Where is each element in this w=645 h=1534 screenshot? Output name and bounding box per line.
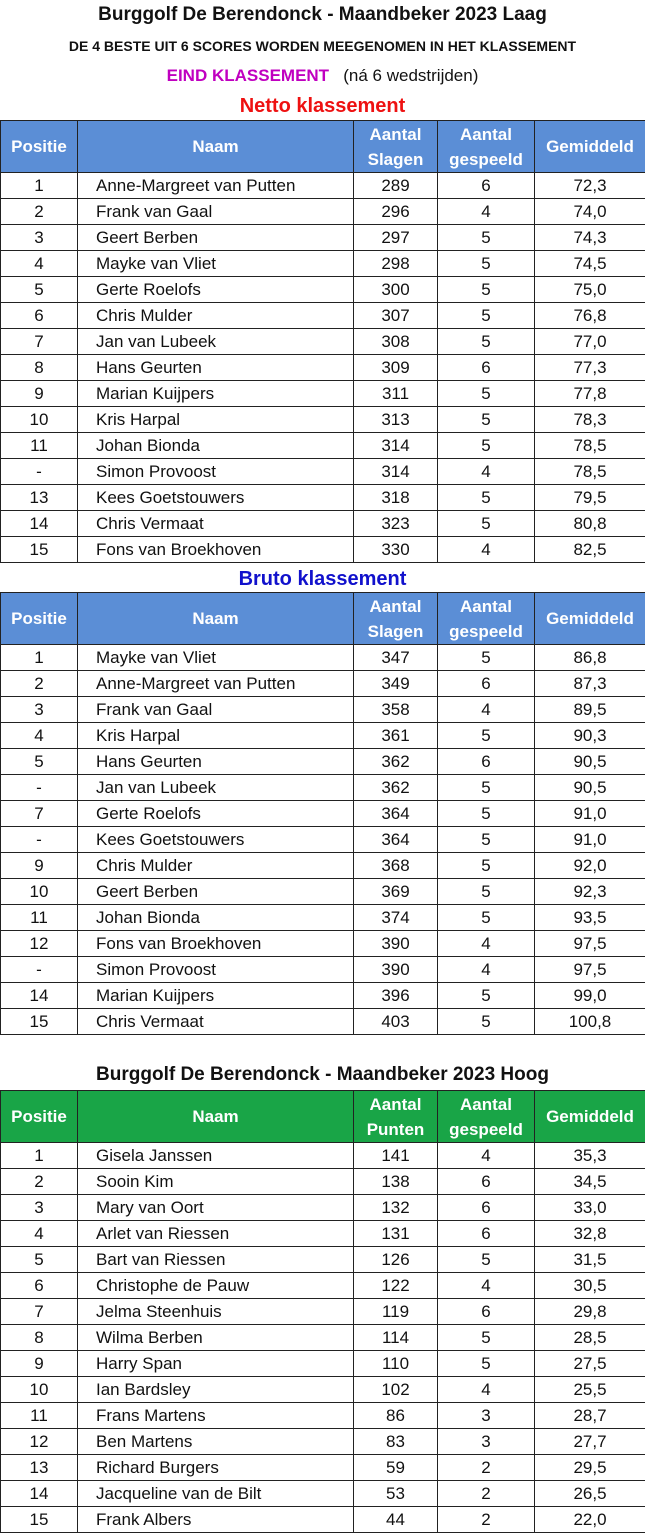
cell-position: 9 — [1, 381, 78, 407]
cell-name: Frank van Gaal — [78, 199, 354, 225]
cell-position: 15 — [1, 1009, 78, 1035]
cell-played: 6 — [438, 1195, 535, 1221]
cell-played: 2 — [438, 1481, 535, 1507]
cell-position: 10 — [1, 879, 78, 905]
column-header-average: Gemiddeld — [535, 121, 645, 173]
cell-count: 296 — [354, 199, 438, 225]
cell-played: 5 — [438, 485, 535, 511]
eind-klassement-note: (ná 6 wedstrijden) — [343, 66, 479, 85]
cell-played: 5 — [438, 225, 535, 251]
cell-position: 10 — [1, 1377, 78, 1403]
cell-name: Arlet van Riessen — [78, 1221, 354, 1247]
cell-average: 34,5 — [535, 1169, 645, 1195]
cell-average: 91,0 — [535, 801, 645, 827]
cell-played: 6 — [438, 749, 535, 775]
table-row — [1, 511, 645, 537]
column-header-count: Aantal Punten — [354, 1091, 438, 1143]
cell-name: Mary van Oort — [78, 1195, 354, 1221]
cell-average: 28,7 — [535, 1403, 645, 1429]
table-row — [1, 983, 645, 1009]
cell-played: 5 — [438, 645, 535, 671]
table-header-row — [1, 121, 645, 173]
bruto-table — [0, 592, 645, 1035]
hoog-heading: Burggolf De Berendonck - Maandbeker 2023 Hoog — [96, 1064, 549, 1085]
cell-count: 297 — [354, 225, 438, 251]
cell-count: 313 — [354, 407, 438, 433]
cell-name: Sooin Kim — [78, 1169, 354, 1195]
cell-position: - — [1, 459, 78, 485]
table-row — [1, 1455, 645, 1481]
cell-average: 100,8 — [535, 1009, 645, 1035]
cell-played: 5 — [438, 511, 535, 537]
table-row — [1, 957, 645, 983]
table-row — [1, 1143, 645, 1169]
cell-played: 5 — [438, 853, 535, 879]
cell-average: 33,0 — [535, 1195, 645, 1221]
cell-name: Harry Span — [78, 1351, 354, 1377]
cell-name: Richard Burgers — [78, 1455, 354, 1481]
cell-position: 2 — [1, 1169, 78, 1195]
cell-average: 74,0 — [535, 199, 645, 225]
netto-table — [0, 120, 645, 563]
cell-average: 78,5 — [535, 459, 645, 485]
cell-average: 89,5 — [535, 697, 645, 723]
cell-position: 5 — [1, 1247, 78, 1273]
eind-klassement-line — [0, 66, 645, 86]
column-header-played: Aantal gespeeld — [438, 1091, 535, 1143]
table-row — [1, 1325, 645, 1351]
cell-name: Kees Goetstouwers — [78, 485, 354, 511]
table-header-row — [1, 593, 645, 645]
cell-count: 141 — [354, 1143, 438, 1169]
cell-count: 122 — [354, 1273, 438, 1299]
table-row — [1, 645, 645, 671]
cell-played: 5 — [438, 381, 535, 407]
cell-played: 6 — [438, 1299, 535, 1325]
cell-average: 77,3 — [535, 355, 645, 381]
page-title: Burggolf De Berendonck - Maandbeker 2023 Laag — [98, 4, 547, 25]
cell-name: Geert Berben — [78, 879, 354, 905]
cell-count: 390 — [354, 957, 438, 983]
cell-count: 59 — [354, 1455, 438, 1481]
cell-average: 27,7 — [535, 1429, 645, 1455]
cell-average: 74,3 — [535, 225, 645, 251]
cell-name: Mayke van Vliet — [78, 251, 354, 277]
cell-name: Frans Martens — [78, 1403, 354, 1429]
cell-count: 349 — [354, 671, 438, 697]
table-row — [1, 1169, 645, 1195]
cell-played: 4 — [438, 957, 535, 983]
cell-name: Jelma Steenhuis — [78, 1299, 354, 1325]
cell-played: 6 — [438, 355, 535, 381]
cell-average: 32,8 — [535, 1221, 645, 1247]
cell-played: 4 — [438, 537, 535, 563]
table-row — [1, 485, 645, 511]
cell-count: 318 — [354, 485, 438, 511]
cell-count: 119 — [354, 1299, 438, 1325]
table-row — [1, 1299, 645, 1325]
table-row — [1, 355, 645, 381]
cell-played: 5 — [438, 407, 535, 433]
cell-position: 1 — [1, 1143, 78, 1169]
cell-count: 323 — [354, 511, 438, 537]
cell-average: 86,8 — [535, 645, 645, 671]
cell-played: 5 — [438, 801, 535, 827]
cell-count: 86 — [354, 1403, 438, 1429]
table-row — [1, 1009, 645, 1035]
cell-played: 3 — [438, 1429, 535, 1455]
cell-average: 74,5 — [535, 251, 645, 277]
cell-position: 15 — [1, 537, 78, 563]
cell-played: 5 — [438, 433, 535, 459]
cell-position: 5 — [1, 749, 78, 775]
cell-average: 79,5 — [535, 485, 645, 511]
cell-played: 5 — [438, 827, 535, 853]
cell-position: 2 — [1, 671, 78, 697]
cell-position: 3 — [1, 1195, 78, 1221]
cell-played: 5 — [438, 1325, 535, 1351]
cell-name: Gerte Roelofs — [78, 277, 354, 303]
table-row — [1, 277, 645, 303]
cell-name: Anne-Margreet van Putten — [78, 173, 354, 199]
table-row — [1, 697, 645, 723]
table-header-row — [1, 1091, 645, 1143]
cell-position: 1 — [1, 173, 78, 199]
cell-count: 347 — [354, 645, 438, 671]
cell-average: 77,0 — [535, 329, 645, 355]
cell-position: 4 — [1, 723, 78, 749]
cell-count: 102 — [354, 1377, 438, 1403]
cell-played: 4 — [438, 199, 535, 225]
cell-name: Chris Mulder — [78, 303, 354, 329]
table-row — [1, 433, 645, 459]
cell-position: 13 — [1, 1455, 78, 1481]
table-row — [1, 905, 645, 931]
table-row — [1, 931, 645, 957]
cell-average: 29,8 — [535, 1299, 645, 1325]
cell-count: 44 — [354, 1507, 438, 1533]
cell-average: 90,3 — [535, 723, 645, 749]
cell-name: Simon Provoost — [78, 957, 354, 983]
cell-average: 99,0 — [535, 983, 645, 1009]
column-header-position: Positie — [1, 593, 78, 645]
cell-played: 5 — [438, 905, 535, 931]
cell-position: 11 — [1, 905, 78, 931]
cell-played: 2 — [438, 1455, 535, 1481]
cell-played: 4 — [438, 1143, 535, 1169]
cell-position: - — [1, 775, 78, 801]
page-subtitle: DE 4 BESTE UIT 6 SCORES WORDEN MEEGENOMEN IN HET KLASSEMENT — [68, 38, 577, 54]
column-header-average: Gemiddeld — [535, 1091, 645, 1143]
cell-position: 8 — [1, 1325, 78, 1351]
cell-played: 5 — [438, 723, 535, 749]
cell-position: 14 — [1, 983, 78, 1009]
cell-played: 4 — [438, 697, 535, 723]
cell-name: Simon Provoost — [78, 459, 354, 485]
table-row — [1, 801, 645, 827]
cell-count: 308 — [354, 329, 438, 355]
cell-average: 92,3 — [535, 879, 645, 905]
cell-average: 82,5 — [535, 537, 645, 563]
cell-name: Marian Kuijpers — [78, 381, 354, 407]
cell-position: 9 — [1, 1351, 78, 1377]
cell-count: 358 — [354, 697, 438, 723]
cell-count: 330 — [354, 537, 438, 563]
cell-played: 5 — [438, 251, 535, 277]
cell-position: 7 — [1, 1299, 78, 1325]
cell-name: Mayke van Vliet — [78, 645, 354, 671]
cell-count: 289 — [354, 173, 438, 199]
cell-played: 5 — [438, 775, 535, 801]
cell-count: 83 — [354, 1429, 438, 1455]
eind-klassement-label: EIND KLASSEMENT — [166, 66, 330, 85]
cell-count: 403 — [354, 1009, 438, 1035]
cell-played: 5 — [438, 983, 535, 1009]
cell-average: 97,5 — [535, 957, 645, 983]
cell-average: 28,5 — [535, 1325, 645, 1351]
table-row — [1, 1221, 645, 1247]
cell-position: - — [1, 827, 78, 853]
table-row — [1, 407, 645, 433]
cell-count: 53 — [354, 1481, 438, 1507]
table-row — [1, 329, 645, 355]
table-row — [1, 879, 645, 905]
cell-average: 93,5 — [535, 905, 645, 931]
cell-position: 11 — [1, 433, 78, 459]
column-header-played: Aantal gespeeld — [438, 593, 535, 645]
column-header-count: Aantal Slagen — [354, 121, 438, 173]
table-row — [1, 671, 645, 697]
cell-name: Bart van Riessen — [78, 1247, 354, 1273]
cell-position: 7 — [1, 329, 78, 355]
cell-played: 5 — [438, 1009, 535, 1035]
cell-count: 368 — [354, 853, 438, 879]
cell-count: 369 — [354, 879, 438, 905]
cell-name: Johan Bionda — [78, 433, 354, 459]
cell-position: 11 — [1, 1403, 78, 1429]
cell-average: 26,5 — [535, 1481, 645, 1507]
cell-name: Fons van Broekhoven — [78, 931, 354, 957]
cell-count: 314 — [354, 459, 438, 485]
cell-count: 110 — [354, 1351, 438, 1377]
cell-played: 3 — [438, 1403, 535, 1429]
table-row — [1, 1481, 645, 1507]
cell-average: 35,3 — [535, 1143, 645, 1169]
cell-name: Wilma Berben — [78, 1325, 354, 1351]
table-row — [1, 173, 645, 199]
cell-played: 5 — [438, 1351, 535, 1377]
table-row — [1, 749, 645, 775]
cell-count: 364 — [354, 827, 438, 853]
table-row — [1, 1429, 645, 1455]
cell-name: Ben Martens — [78, 1429, 354, 1455]
table-row — [1, 381, 645, 407]
cell-count: 126 — [354, 1247, 438, 1273]
cell-count: 131 — [354, 1221, 438, 1247]
cell-position: 7 — [1, 801, 78, 827]
cell-count: 361 — [354, 723, 438, 749]
cell-name: Chris Vermaat — [78, 1009, 354, 1035]
cell-name: Ian Bardsley — [78, 1377, 354, 1403]
cell-played: 6 — [438, 1169, 535, 1195]
column-header-average: Gemiddeld — [535, 593, 645, 645]
cell-count: 396 — [354, 983, 438, 1009]
column-header-count: Aantal Slagen — [354, 593, 438, 645]
cell-average: 75,0 — [535, 277, 645, 303]
column-header-position: Positie — [1, 121, 78, 173]
cell-name: Hans Geurten — [78, 749, 354, 775]
cell-count: 132 — [354, 1195, 438, 1221]
cell-played: 4 — [438, 1273, 535, 1299]
table-row — [1, 1273, 645, 1299]
cell-average: 80,8 — [535, 511, 645, 537]
bruto-heading: Bruto klassement — [238, 568, 407, 590]
cell-name: Frank Albers — [78, 1507, 354, 1533]
cell-position: 12 — [1, 1429, 78, 1455]
cell-average: 87,3 — [535, 671, 645, 697]
cell-position: 13 — [1, 485, 78, 511]
cell-name: Marian Kuijpers — [78, 983, 354, 1009]
cell-average: 92,0 — [535, 853, 645, 879]
cell-name: Frank van Gaal — [78, 697, 354, 723]
cell-count: 362 — [354, 775, 438, 801]
cell-position: 5 — [1, 277, 78, 303]
hoog-table — [0, 1090, 645, 1533]
cell-played: 5 — [438, 303, 535, 329]
cell-average: 90,5 — [535, 749, 645, 775]
table-row — [1, 827, 645, 853]
cell-average: 91,0 — [535, 827, 645, 853]
cell-count: 314 — [354, 433, 438, 459]
cell-average: 27,5 — [535, 1351, 645, 1377]
cell-position: 14 — [1, 511, 78, 537]
column-header-played: Aantal gespeeld — [438, 121, 535, 173]
cell-count: 309 — [354, 355, 438, 381]
cell-count: 307 — [354, 303, 438, 329]
cell-position: 1 — [1, 645, 78, 671]
cell-name: Fons van Broekhoven — [78, 537, 354, 563]
cell-played: 4 — [438, 459, 535, 485]
table-row — [1, 1247, 645, 1273]
table-row — [1, 1403, 645, 1429]
table-row — [1, 775, 645, 801]
table-row — [1, 199, 645, 225]
cell-count: 390 — [354, 931, 438, 957]
column-header-name: Naam — [78, 121, 354, 173]
cell-average: 76,8 — [535, 303, 645, 329]
cell-average: 78,5 — [535, 433, 645, 459]
column-header-position: Positie — [1, 1091, 78, 1143]
cell-average: 30,5 — [535, 1273, 645, 1299]
cell-count: 362 — [354, 749, 438, 775]
cell-average: 29,5 — [535, 1455, 645, 1481]
cell-name: Jan van Lubeek — [78, 775, 354, 801]
cell-position: 14 — [1, 1481, 78, 1507]
cell-name: Gerte Roelofs — [78, 801, 354, 827]
cell-average: 90,5 — [535, 775, 645, 801]
cell-name: Jacqueline van de Bilt — [78, 1481, 354, 1507]
cell-count: 114 — [354, 1325, 438, 1351]
cell-name: Jan van Lubeek — [78, 329, 354, 355]
cell-name: Johan Bionda — [78, 905, 354, 931]
cell-name: Geert Berben — [78, 225, 354, 251]
cell-name: Kees Goetstouwers — [78, 827, 354, 853]
cell-position: 10 — [1, 407, 78, 433]
cell-position: 3 — [1, 697, 78, 723]
cell-position: 15 — [1, 1507, 78, 1533]
cell-name: Chris Mulder — [78, 853, 354, 879]
cell-average: 31,5 — [535, 1247, 645, 1273]
cell-position: 9 — [1, 853, 78, 879]
cell-count: 374 — [354, 905, 438, 931]
table-row — [1, 251, 645, 277]
cell-position: 8 — [1, 355, 78, 381]
table-row — [1, 853, 645, 879]
table-row — [1, 723, 645, 749]
cell-average: 78,3 — [535, 407, 645, 433]
cell-played: 5 — [438, 277, 535, 303]
cell-name: Hans Geurten — [78, 355, 354, 381]
cell-played: 5 — [438, 879, 535, 905]
cell-average: 22,0 — [535, 1507, 645, 1533]
cell-position: 4 — [1, 251, 78, 277]
cell-position: - — [1, 957, 78, 983]
cell-count: 364 — [354, 801, 438, 827]
table-row — [1, 1351, 645, 1377]
netto-heading: Netto klassement — [239, 95, 406, 117]
cell-name: Chris Vermaat — [78, 511, 354, 537]
cell-position: 12 — [1, 931, 78, 957]
cell-position: 6 — [1, 303, 78, 329]
cell-count: 298 — [354, 251, 438, 277]
cell-played: 5 — [438, 1247, 535, 1273]
cell-count: 138 — [354, 1169, 438, 1195]
table-row — [1, 537, 645, 563]
cell-name: Anne-Margreet van Putten — [78, 671, 354, 697]
cell-count: 311 — [354, 381, 438, 407]
cell-played: 6 — [438, 1221, 535, 1247]
table-row — [1, 1195, 645, 1221]
cell-average: 77,8 — [535, 381, 645, 407]
table-row — [1, 225, 645, 251]
cell-name: Kris Harpal — [78, 723, 354, 749]
cell-position: 2 — [1, 199, 78, 225]
table-row — [1, 1377, 645, 1403]
cell-played: 6 — [438, 173, 535, 199]
cell-count: 300 — [354, 277, 438, 303]
column-header-name: Naam — [78, 593, 354, 645]
cell-played: 4 — [438, 1377, 535, 1403]
cell-name: Gisela Janssen — [78, 1143, 354, 1169]
column-header-name: Naam — [78, 1091, 354, 1143]
cell-average: 97,5 — [535, 931, 645, 957]
table-row — [1, 459, 645, 485]
cell-played: 2 — [438, 1507, 535, 1533]
cell-name: Kris Harpal — [78, 407, 354, 433]
cell-position: 6 — [1, 1273, 78, 1299]
cell-position: 4 — [1, 1221, 78, 1247]
cell-played: 5 — [438, 329, 535, 355]
cell-name: Christophe de Pauw — [78, 1273, 354, 1299]
cell-played: 6 — [438, 671, 535, 697]
cell-average: 72,3 — [535, 173, 645, 199]
table-row — [1, 303, 645, 329]
table-row — [1, 1507, 645, 1533]
cell-played: 4 — [438, 931, 535, 957]
cell-average: 25,5 — [535, 1377, 645, 1403]
cell-position: 3 — [1, 225, 78, 251]
